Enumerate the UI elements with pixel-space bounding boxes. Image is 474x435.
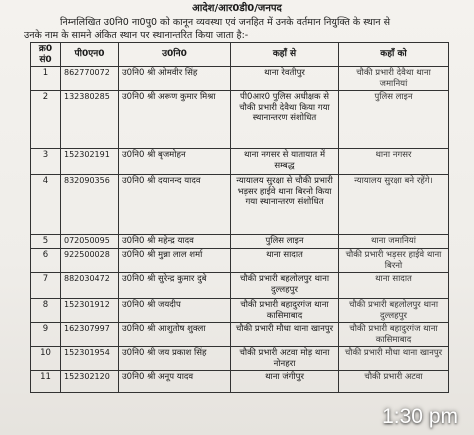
serial-cell: 1 bbox=[31, 67, 61, 91]
table-row bbox=[31, 67, 449, 91]
from-cell: थाना नगसर से यातायात में सम्बद्ध bbox=[231, 149, 339, 175]
table-row bbox=[31, 249, 449, 273]
serial-cell: 10 bbox=[31, 347, 61, 371]
serial-cell: 7 bbox=[31, 273, 61, 299]
name-cell: उ0नि0 श्री ओमवीर सिंह bbox=[119, 67, 231, 91]
to-cell: पुलिस लाइन bbox=[339, 91, 449, 149]
pno-cell: 152302120 bbox=[61, 371, 119, 393]
table-row bbox=[31, 273, 449, 299]
serial-cell: 9 bbox=[31, 323, 61, 347]
name-cell: उ0नि0 श्री सुरेन्द्र कुमार दुबे bbox=[119, 273, 231, 299]
from-cell: पी0आर0 पुलिस अधीक्षक से चौकी प्रभारी देवैथा किया गया स्थानान्तरण संशोधित bbox=[231, 91, 339, 149]
header-name: उ0नि0 bbox=[119, 43, 231, 67]
table-row bbox=[31, 235, 449, 249]
table-header-row bbox=[31, 43, 449, 67]
name-cell: उ0नि0 श्री बृजमोहन bbox=[119, 149, 231, 175]
pno-cell: 922500028 bbox=[61, 249, 119, 273]
serial-cell: 5 bbox=[31, 235, 61, 249]
to-cell: न्यायालय सुरक्षा बने रहेंगे। bbox=[339, 175, 449, 235]
from-cell: पुलिस लाइन bbox=[231, 235, 339, 249]
intro-line-2: उनके नाम के सामने अंकित स्थान पर स्थानान्तरित किया जाता है:- bbox=[24, 30, 249, 41]
pno-cell: 152302191 bbox=[61, 149, 119, 175]
to-cell: चौकी प्रभारी मौधा थाना खानपुर bbox=[339, 347, 449, 371]
table-row bbox=[31, 149, 449, 175]
transfer-table bbox=[30, 42, 449, 393]
table-row bbox=[31, 371, 449, 393]
table-row bbox=[31, 347, 449, 371]
header-pno: पी0एन0 bbox=[61, 43, 119, 67]
name-cell: उ0नि0 श्री अरूण कुमार मिश्रा bbox=[119, 91, 231, 149]
from-cell: थाना जंगीपुर bbox=[231, 371, 339, 393]
table-row bbox=[31, 299, 449, 323]
pno-cell: 072050095 bbox=[61, 235, 119, 249]
from-cell: चौकी प्रभारी अटवा मोड़ थाना नोनहरा bbox=[231, 347, 339, 371]
pno-cell: 862770072 bbox=[61, 67, 119, 91]
serial-cell: 3 bbox=[31, 149, 61, 175]
pno-cell: 882030472 bbox=[61, 273, 119, 299]
table-row bbox=[31, 323, 449, 347]
to-cell: थाना नगसर bbox=[339, 149, 449, 175]
serial-cell: 8 bbox=[31, 299, 61, 323]
pno-cell: 152301912 bbox=[61, 299, 119, 323]
pno-cell: 162307997 bbox=[61, 323, 119, 347]
to-cell: थाना सादात bbox=[339, 273, 449, 299]
from-cell: थाना रेवतीपुर bbox=[231, 67, 339, 91]
to-cell: थाना जमानियां bbox=[339, 235, 449, 249]
from-cell: चौकी प्रभारी मौधा थाना खानपुर bbox=[231, 323, 339, 347]
serial-cell: 4 bbox=[31, 175, 61, 235]
intro-line-1: निम्नलिखित उ0नि0 ना0पु0 को कानून व्यवस्था एवं जनहित में उनके वर्तमान नियुक्ति के स्थान से bbox=[60, 17, 390, 28]
from-cell: न्यायालय सुरक्षा से चौकी प्रभारी भड़सर हाईवे थाना बिरनो किया गया स्थानान्तरण संशोधित bbox=[231, 175, 339, 235]
pno-cell: 132380285 bbox=[61, 91, 119, 149]
table-row bbox=[31, 91, 449, 149]
serial-cell: 6 bbox=[31, 249, 61, 273]
order-heading: आदेश/आर0डी0/जनपद bbox=[192, 3, 282, 14]
serial-cell: 2 bbox=[31, 91, 61, 149]
name-cell: उ0नि0 श्री मुन्ना लाल शर्मा bbox=[119, 249, 231, 273]
from-cell: चौकी प्रभारी बहादुरगंज थाना कासिमाबाद bbox=[231, 299, 339, 323]
header-to: कहाँ को bbox=[339, 43, 449, 67]
name-cell: उ0नि0 श्री महेन्द्र यादव bbox=[119, 235, 231, 249]
to-cell: चौकी प्रभारी अटवा bbox=[339, 371, 449, 393]
header-from: कहाँ से bbox=[231, 43, 339, 67]
serial-cell: 11 bbox=[31, 371, 61, 393]
to-cell: चौकी प्रभारी देवैथा थाना जमानियां bbox=[339, 67, 449, 91]
name-cell: उ0नि0 श्री आशुतोष शुक्ला bbox=[119, 323, 231, 347]
from-cell: चौकी प्रभारी बहलोलपुर थाना दुल्लहपुर bbox=[231, 273, 339, 299]
name-cell: उ0नि0 श्री अनूप यादव bbox=[119, 371, 231, 393]
table-row bbox=[31, 175, 449, 235]
timestamp-overlay: 1:30 pm bbox=[382, 405, 458, 428]
name-cell: उ0नि0 श्री दयानन्द यादव bbox=[119, 175, 231, 235]
pno-cell: 832090356 bbox=[61, 175, 119, 235]
from-cell: थाना सादात bbox=[231, 249, 339, 273]
to-cell: चौकी प्रभारी बहलोलपुर थाना दुल्लहपुर bbox=[339, 299, 449, 323]
name-cell: उ0नि0 श्री जय प्रकाश सिंह bbox=[119, 347, 231, 371]
header-serial: क्र0 सं0 bbox=[31, 43, 61, 67]
name-cell: उ0नि0 श्री जयदीप bbox=[119, 299, 231, 323]
to-cell: चौकी प्रभारी भड़सर हाईवे थाना बिरनो bbox=[339, 249, 449, 273]
pno-cell: 152301954 bbox=[61, 347, 119, 371]
to-cell: चौकी प्रभारी बहादुरगंज थाना कासिमाबाद bbox=[339, 323, 449, 347]
